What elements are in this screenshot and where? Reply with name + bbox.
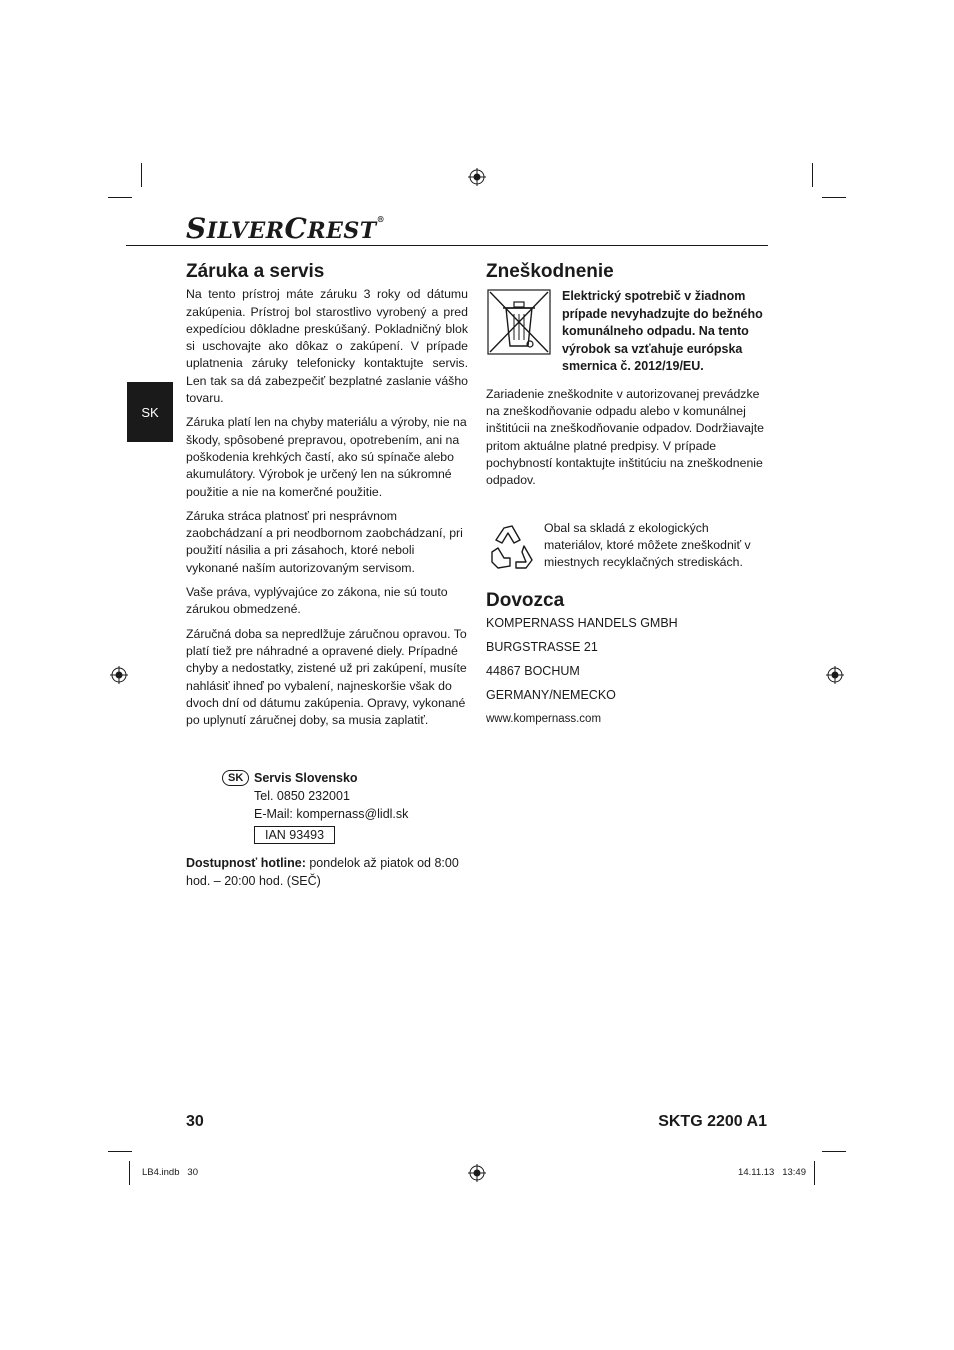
service-email: E-Mail: kompernass@lidl.sk xyxy=(254,807,409,821)
crop-mark xyxy=(822,1151,846,1152)
registration-mark-icon xyxy=(468,168,486,186)
warranty-paragraph: Záručná doba sa nepredlžuje záručnou opravou. To platí tiež pre náhradné a opravené diely. Prípadné chyby a nedostatky, zistené už pri zakúpení, musíte nahlásiť ihneď po vybalení, najneskoršie však do dvoch dní od dátumu zakúpenia. Opravy, vykonané po uplynutí záručnej doby, sa musia zaplatiť. xyxy=(186,626,467,728)
importer-line: GERMANY/NEMECKO xyxy=(486,687,616,702)
slug-datetime: 14.11.13 13:49 xyxy=(738,1167,806,1178)
importer-address xyxy=(486,615,768,728)
registered-mark: ® xyxy=(376,214,386,224)
importer-line: BURGSTRASSE 21 xyxy=(486,639,598,654)
disposal-title: Zneškodnenie xyxy=(486,261,614,282)
importer-line: 44867 BOCHUM xyxy=(486,663,580,678)
page-number: 30 xyxy=(186,1113,204,1130)
service-contact xyxy=(222,769,409,842)
crop-mark xyxy=(822,197,846,198)
crop-mark xyxy=(129,1161,130,1185)
crop-mark xyxy=(141,163,142,187)
service-name: Servis Slovensko xyxy=(254,771,358,785)
logo-text: REST xyxy=(307,218,377,244)
importer-website[interactable]: www.kompernass.com xyxy=(486,712,602,725)
logo-letter: S xyxy=(186,212,207,245)
weee-notice xyxy=(486,288,768,376)
country-badge: SK xyxy=(222,770,249,786)
recycling-text: Obal sa skladá z ekologických materiálov, ktoré môžete zneškodniť v miestnych recyklačných strediskách. xyxy=(544,520,751,570)
registration-mark-icon xyxy=(110,666,128,684)
header-rule xyxy=(126,245,768,246)
crop-mark xyxy=(814,1161,815,1185)
ian-number: IAN 93493 xyxy=(254,826,335,844)
crop-mark xyxy=(812,163,813,187)
registration-mark-icon xyxy=(468,1164,486,1182)
slug-file: LB4.indb 30 xyxy=(142,1167,198,1178)
warranty-section xyxy=(186,263,468,736)
warranty-paragraph: Vaše práva, vyplývajúce zo zákona, nie sú touto zárukou obmedzené. xyxy=(186,585,448,617)
service-phone: Tel. 0850 232001 xyxy=(254,789,350,803)
crop-mark xyxy=(108,1151,132,1152)
crossed-bin-icon xyxy=(486,288,552,356)
registration-mark-icon xyxy=(826,666,844,684)
recycle-icon xyxy=(486,522,538,574)
disposal-section xyxy=(486,263,768,735)
crop-mark xyxy=(108,197,132,198)
hotline-hours: pondelok až piatok od 8:00 hod. – 20:00 hod. (SEČ) xyxy=(186,856,459,888)
weee-text: Elektrický spotrebič v žiadnom prípade nevyhadzujte do bežného komunálneho odpadu. Na tento výrobok sa vzťahuje európska smernica č. 2012/19/EU. xyxy=(562,289,763,374)
language-tab: SK xyxy=(127,382,173,442)
importer-line: KOMPERNASS HANDELS GMBH xyxy=(486,615,678,630)
hotline-label: Dostupnosť hotline: xyxy=(186,856,306,870)
recycling-notice xyxy=(486,520,768,574)
warranty-paragraph: Na tento prístroj máte záruku 3 roky od dátumu zakúpenia. Prístroj bol starostlivo vyrobený a pred expedíciou dôkladne preskúšaný. Pokladničný blok si uschovajte ako dôkaz o zakúpení. V prípade uplatnenia záruky telefonicky kontaktujte servis. Len tak sa dá zabezpečiť bezplatné zaslanie vášho tovaru. xyxy=(186,287,468,406)
logo-letter: C xyxy=(284,212,308,245)
warranty-paragraph: Záruka platí len na chyby materiálu a výroby, nie na škody, spôsobené prepravou, opotrebením, ani na poškodenia krehkých častí, ako sú spínače alebo akumulátory. Výrobok je určený len na súkromné použitie a nie na komerčné použitie. xyxy=(186,415,467,499)
importer-title: Dovozca xyxy=(486,589,565,611)
warranty-paragraph: Záruka stráca platnosť pri nesprávnom zaobchádzaní a pri neodbornom zaobchádzaní, pri použití násilia a pri zásahoch, ktoré neboli vykonané naším autorizovaným servisom. xyxy=(186,508,463,575)
brand-logo xyxy=(186,212,385,245)
hotline-info xyxy=(186,854,470,890)
model-number: SKTG 2200 A1 xyxy=(658,1113,767,1130)
logo-text: ILVER xyxy=(206,218,285,244)
warranty-title: Záruka a servis xyxy=(186,261,325,282)
disposal-paragraph: Zariadenie zneškodnite v autorizovanej prevádzke na zneškodňovanie odpadu alebo v komunálnej inštitúcii na zneškodňovanie odpadov. Dodržiavajte pritom aktuálne platné predpisy. V prípade pochybností kontaktujte inštitúciu na zneškodnenie odpadov. xyxy=(486,386,764,488)
